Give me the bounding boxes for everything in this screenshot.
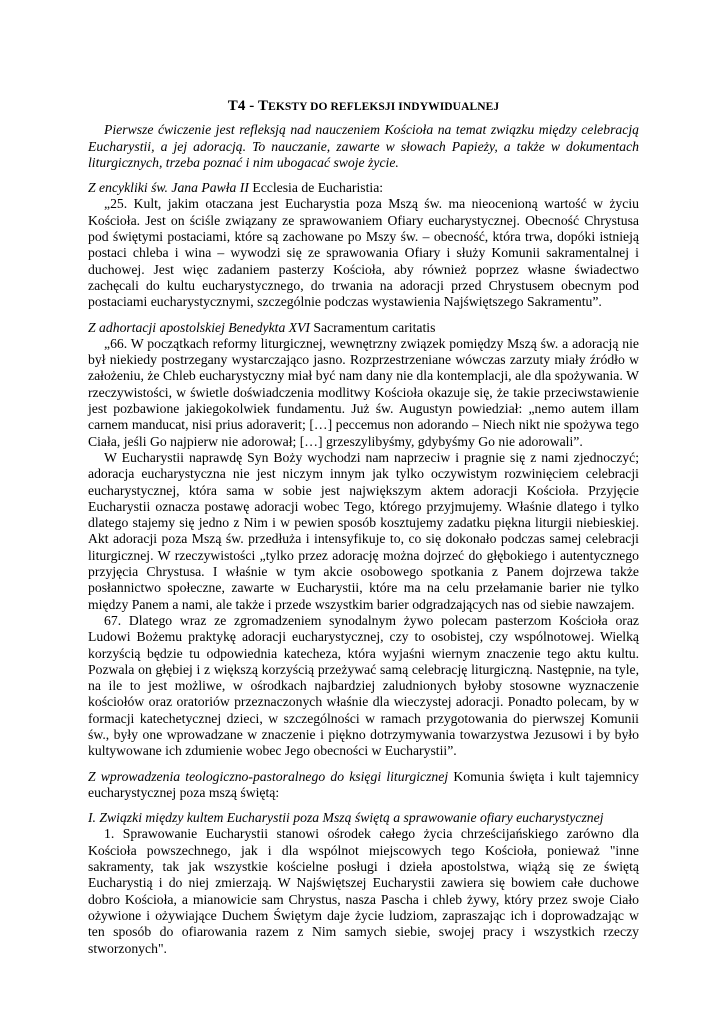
title-prefix: T4 - T bbox=[227, 98, 269, 114]
source-author: Z wprowadzenia teologiczno-pastoralnego do księgi liturgicznej bbox=[88, 768, 449, 784]
quote-paragraph: „25. Kult, jakim otaczana jest Eucharystia poza Mszą św. ma nieocenioną wartość w życiu Kościoła. Jest on ściśle związany ze sprawowaniem Ofiary eucharystycznej. Obecność Chrystusa pod świętymi postaciami, które są zachowane po Mszy św. – obecność, która trwa, dopóki istnieją postaci chleba i wina – wywodzi się ze sprawowania Ofiary i służy Komunii sakramentalnej i duchowej. Jest więc zadaniem pasterzy Kościoła, aby również poprzez własne świadectwo zachęcali do kultu eucharystycznego, do trwania na adoracji przed Chrystusem obecnym pod postaciami eucharystycznymi, szczególnie podczas wystawienia Najświętszego Sakramentu”. bbox=[88, 196, 639, 310]
source-author: Z adhortacji apostolskiej Benedykta XVI bbox=[88, 319, 310, 335]
section-heading-text: I. Związki między kultem Eucharystii poza Mszą świętą a sprawowanie ofiary eucharystycznej bbox=[88, 810, 604, 826]
quote-paragraph: „66. W początkach reformy liturgicznej, wewnętrzny związek pomiędzy Mszą św. a adoracją nie był niekiedy postrzegany wystarczająco jasno. Rozprzestrzeniane wówczas zarzuty miały źródło w założeniu, że Chleb eucharystyczny miał być nam dany nie dla kontemplacji, ale dla spożywania. W rzeczywistości, w świetle doświadczenia modlitwy Kościoła okazuje się, że takie przeciwstawienie jest pozbawione jakiegokolwiek fundamentu. Już św. Augustyn powiedział: „nemo autem illam carnem manducat, nisi prius adoraverit; […] peccemus non adorando – Niech nikt nie spożywa tego Ciała, jeśli Go najpierw nie adorował; […] grzeszylibyśmy, gdybyśmy Go nie adorowali”. bbox=[88, 335, 639, 449]
source-line-liturgical bbox=[88, 769, 639, 802]
section-heading bbox=[88, 810, 639, 826]
source-title: Komunia święta i kult tajemnicy eucharystycznej poza mszą świętą: bbox=[88, 768, 639, 800]
quote-paragraph: 67. Dlatego wraz ze zgromadzeniem synodalnym żywo polecam pasterzom Kościoła oraz Ludowi Bożemu praktykę adoracji eucharystycznej, czy to osobistej, czy wspólnotowej. Wielką korzyścią będzie tu odpowiednia katecheza, która wyjaśni wiernym znaczenie tego aktu kultu. Pozwala on głębiej i z większą korzyścią przeżywać samą celebrację liturgiczną. Następnie, na tyle, na ile to jest możliwe, w ośrodkach najbardziej zaludnionych byłoby stosowne wyznaczenie kościołów oraz oratoriów przeznaczonych właśnie dla wieczystej adoracji. Ponadto polecam, by w formacji katechetycznej dzieci, w szczególności w ramach przygotowania do pierwszej Komunii św., były one wprowadzane w znaczenie i piękno dotrzymywania towarzystwa Jezusowi i by było kultywowane ich zdumienie wobec Jego obecności w Eucharystii”. bbox=[88, 612, 639, 759]
source-title: Ecclesia de Eucharistia: bbox=[248, 180, 384, 196]
source-line-exhortation bbox=[88, 320, 639, 336]
quote-paragraph: 1. Sprawowanie Eucharystii stanowi ośrodek całego życia chrześcijańskiego zarówno dla Kościoła powszechnego, jak i dla wspólnot miejscowych tego Kościoła, ponieważ "inne sakramenty, tak jak wszystkie kościelne posługi i dzieła apostolstwa, wiążą się ze świętą Eucharystią i do niej zmierzają. W Najświętszej Eucharystii zawiera się bowiem całe duchowe dobro Kościoła, a mianowicie sam Chrystus, nasza Pascha i chleb żywy, który przez swoje Ciało ożywione i ożywiające Duchem Świętym daje życie ludziom, zapraszając ich i doprowadzając w ten sposób do ofiarowania razem z Nim samych siebie, swojej pracy i wszystkich rzeczy stworzonych". bbox=[88, 826, 639, 956]
page-title bbox=[88, 98, 639, 115]
source-line-encyclical bbox=[88, 180, 639, 196]
source-title: Sacramentum caritatis bbox=[310, 319, 436, 335]
quote-paragraph: W Eucharystii naprawdę Syn Boży wychodzi nam naprzeciw i pragnie się z nami zjednoczyć; adoracja eucharystyczna nie jest niczym innym jak tylko oczywistym rozwinięciem celebracji eucharystycznej, która sama w sobie jest największym aktem adoracji Kościoła. Przyjęcie Eucharystii oznacza postawę adoracji wobec Tego, którego przyjmujemy. Właśnie dlatego i tylko dlatego stajemy się jedno z Nim i w pewien sposób kosztujemy zadatku piękna liturgii niebieskiej. Akt adoracji poza Mszą św. przedłuża i intensyfikuje to, co się dokonało podczas samej celebracji liturgicznej. W rzeczywistości „tylko przez adorację można dojrzeć do głębokiego i autentycznego przyjęcia Chrystusa. I właśnie w tym akcie osobowego spotkania z Panem dojrzewa także posłannictwo społeczne, zawarte w Eucharystii, które ma na celu przełamanie barier nie tylko między Panem a nami, ale także i przede wszystkim barier odgradzających nas od siebie nawzajem. bbox=[88, 449, 639, 612]
title-smallcaps: EKSTY DO REFLEKSJI INDYWIDUALNEJ bbox=[268, 101, 500, 113]
document-page bbox=[88, 98, 639, 957]
source-author: Z encykliki św. Jana Pawła II bbox=[88, 180, 249, 196]
intro-paragraph: Pierwsze ćwiczenie jest refleksją nad nauczeniem Kościoła na temat związku między celebracją Eucharystii, a jej adoracją. To nauczanie, zawarte w słowach Papieży, a także w dokumentach liturgicznych, trzeba poznać i nim ubogacać swoje życie. bbox=[88, 122, 639, 170]
